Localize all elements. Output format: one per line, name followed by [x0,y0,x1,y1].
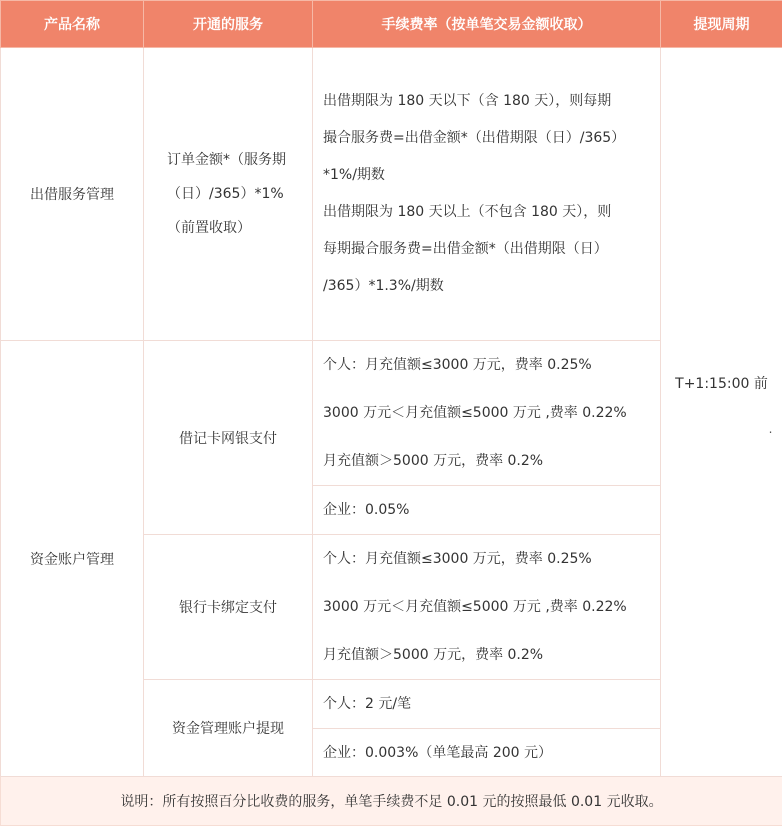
note-row [1,777,782,826]
fee-lending [313,48,661,341]
fee-line: 出借期限为 180 天以下（含 180 天），则每期 [323,83,652,120]
note-text: 说明：所有按照百分比收费的服务，单笔手续费不足 0.01 元的按照最低 0.01 元收取。 [1,777,782,826]
fee-line: 月充值额＞5000 万元，费率 0.2% [323,631,652,679]
product-capital: 资金账户管理 [1,341,144,777]
fee-line: 月充值额＞5000 万元，费率 0.2% [323,437,652,485]
table-header-row [1,1,782,48]
fee-line: *1%/期数 [323,157,652,194]
fee-line: 撮合服务费=出借金额*（出借期限（日）/365） [323,120,652,157]
service-lending: 订单金额*（服务期（日）/365）*1%（前置收取） [144,48,313,341]
withdraw-period-cell [661,48,782,777]
withdraw-period-mark: . [759,423,782,435]
header-fee-rate: 手续费率（按单笔交易金额收取） [313,1,661,48]
table-row [1,48,782,341]
fee-line: 出借期限为 180 天以上（不包含 180 天），则 [323,194,652,231]
fee-withdraw-enterprise: 企业：0.003%（单笔最高 200 元） [313,729,661,777]
fee-bound-personal [313,535,661,680]
header-product-name: 产品名称 [1,1,144,48]
service-bound: 银行卡绑定支付 [144,535,313,680]
fee-line: 个人：月充值额≤3000 万元，费率 0.25% [323,535,652,583]
fee-line: 3000 万元＜月充值额≤5000 万元 ,费率 0.22% [323,389,652,437]
header-withdraw-period: 提现周期 [661,1,782,48]
fee-line: /365）*1.3%/期数 [323,268,652,305]
product-lending: 出借服务管理 [1,48,144,341]
withdraw-period-value: T+1:15:00 前 [675,376,768,392]
fee-debit-enterprise: 企业：0.05% [313,486,661,535]
fee-withdraw-personal: 个人：2 元/笔 [313,680,661,729]
fee-line: 每期撮合服务费=出借金额*（出借期限（日） [323,231,652,268]
service-withdraw: 资金管理账户提现 [144,680,313,777]
fee-line: 3000 万元＜月充值额≤5000 万元 ,费率 0.22% [323,583,652,631]
fee-debit-personal [313,341,661,486]
fee-line: 个人：月充值额≤3000 万元，费率 0.25% [323,341,652,389]
service-debit: 借记卡网银支付 [144,341,313,535]
header-service: 开通的服务 [144,1,313,48]
